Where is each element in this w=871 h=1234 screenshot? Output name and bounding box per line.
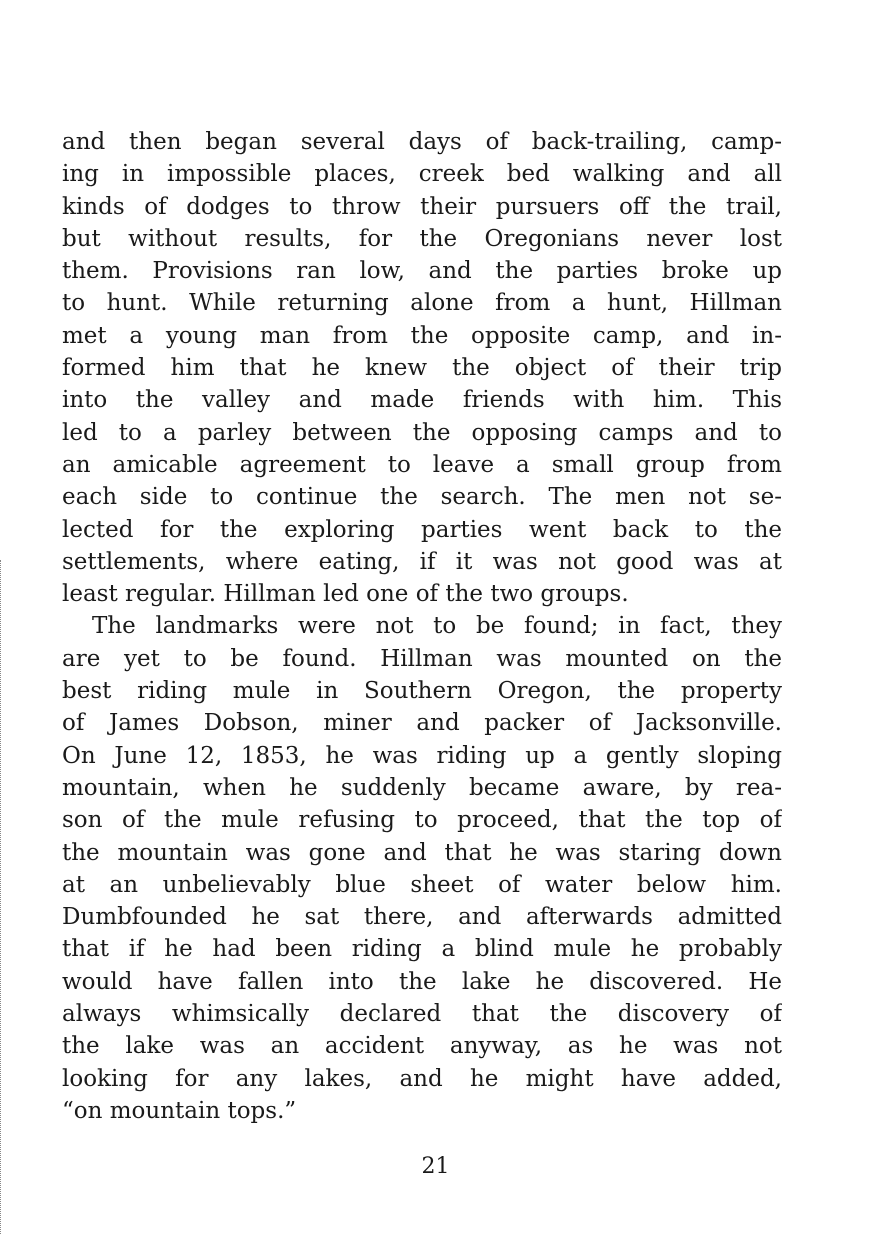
text-line: them. Provisions ran low, and the parties broke up <box>62 258 782 285</box>
text-line: always whimsically declared that the discovery of <box>62 1001 782 1028</box>
text-line: The landmarks were not to be found; in fact, they <box>92 613 782 640</box>
text-line: the lake was an accident anyway, as he was not <box>62 1033 782 1060</box>
text-line: at an unbelievably blue sheet of water below him. <box>62 871 782 898</box>
page-number: 21 <box>421 1154 450 1179</box>
text-line: to hunt. While returning alone from a hunt, Hillman <box>62 290 782 317</box>
text-line: that if he had been riding a blind mule he probably <box>62 936 782 963</box>
text-line: into the valley and made friends with him. This <box>62 387 782 414</box>
text-line: lected for the exploring parties went back to the <box>62 516 782 543</box>
paragraph <box>62 610 782 1127</box>
text-line: each side to continue the search. The men not se- <box>62 484 782 511</box>
text-line: of James Dobson, miner and packer of Jacksonville. <box>62 710 782 737</box>
text-line: would have fallen into the lake he discovered. He <box>62 968 782 995</box>
text-line: “on mountain tops.” <box>62 1097 297 1124</box>
text-line: met a young man from the opposite camp, and in- <box>62 322 782 349</box>
text-line: kinds of dodges to throw their pursuers off the trail, <box>62 193 782 220</box>
text-line: On June 12, 1853, he was riding up a gently sloping <box>62 742 782 769</box>
text-line: settlements, where eating, if it was not good was at <box>62 548 782 575</box>
text-line: formed him that he knew the object of their trip <box>62 355 782 382</box>
paragraph <box>62 126 782 610</box>
text-line: best riding mule in Southern Oregon, the property <box>62 678 782 705</box>
text-line: ing in impossible places, creek bed walking and all <box>62 161 782 188</box>
text-line: son of the mule refusing to proceed, that the top of <box>62 807 782 834</box>
body-text <box>62 126 782 1127</box>
text-line: and then began several days of back-trailing, camp- <box>62 129 782 155</box>
text-line: the mountain was gone and that he was staring down <box>62 839 782 866</box>
text-line: least regular. Hillman led one of the two groups. <box>62 581 629 608</box>
text-line: but without results, for the Oregonians never lost <box>62 225 782 252</box>
text-line: Dumbfounded he sat there, and afterwards admitted <box>62 904 782 931</box>
text-line: are yet to be found. Hillman was mounted on the <box>62 645 782 672</box>
text-line: mountain, when he suddenly became aware, by rea- <box>62 774 782 801</box>
text-line: an amicable agreement to leave a small group from <box>62 451 782 478</box>
text-line: led to a parley between the opposing camps and to <box>62 419 782 446</box>
text-line: looking for any lakes, and he might have added, <box>62 1065 782 1092</box>
page-edge-scan-artifact <box>0 560 3 1234</box>
